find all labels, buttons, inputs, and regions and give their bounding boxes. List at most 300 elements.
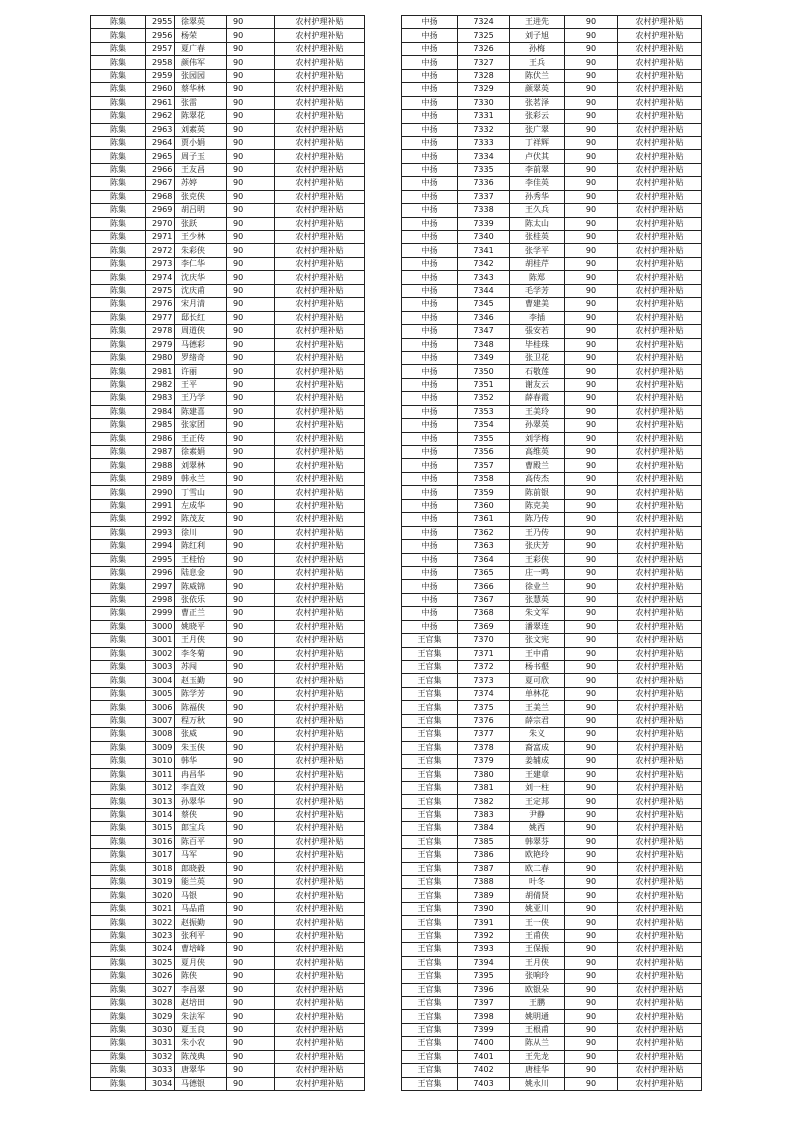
town-cell: 陈集 <box>91 741 146 754</box>
town-cell: 王官集 <box>402 1050 458 1063</box>
subsidy-type-cell: 农村护理补贴 <box>275 983 365 996</box>
subsidy-type-cell: 农村护理补贴 <box>618 566 702 579</box>
name-cell: 冉昌华 <box>175 768 227 781</box>
subsidy-type-cell: 农村护理补贴 <box>618 472 702 485</box>
amount-cell: 90 <box>565 876 618 889</box>
name-cell: 王定邦 <box>510 795 565 808</box>
name-cell: 王根甫 <box>510 1023 565 1036</box>
name-cell: 欧艳玲 <box>510 849 565 862</box>
subsidy-type-cell: 农村护理补贴 <box>618 781 702 794</box>
amount-cell: 90 <box>227 956 275 969</box>
town-cell: 王官集 <box>402 970 458 983</box>
subsidy-type-cell: 农村护理补贴 <box>618 634 702 647</box>
town-cell: 陈集 <box>91 607 146 620</box>
town-cell: 陈集 <box>91 876 146 889</box>
town-cell: 中扬 <box>402 136 458 149</box>
subsidy-type-cell: 农村护理补贴 <box>618 217 702 230</box>
table-row <box>91 647 365 660</box>
subsidy-type-cell: 农村护理补贴 <box>618 56 702 69</box>
town-cell: 王官集 <box>402 674 458 687</box>
serial-number-cell: 3020 <box>146 889 175 902</box>
town-cell: 陈集 <box>91 526 146 539</box>
town-cell: 王官集 <box>402 781 458 794</box>
table-row <box>402 1037 702 1050</box>
amount-cell: 90 <box>565 1037 618 1050</box>
serial-number-cell: 3005 <box>146 687 175 700</box>
serial-number-cell: 2959 <box>146 69 175 82</box>
subsidy-type-cell: 农村护理补贴 <box>618 311 702 324</box>
amount-cell: 90 <box>227 123 275 136</box>
name-cell: 孙秀华 <box>510 190 565 203</box>
subsidy-type-cell: 农村护理补贴 <box>275 526 365 539</box>
name-cell: 刘翠林 <box>175 459 227 472</box>
serial-number-cell: 2987 <box>146 446 175 459</box>
name-cell: 高维英 <box>510 446 565 459</box>
town-cell: 陈集 <box>91 96 146 109</box>
name-cell: 陈乃传 <box>510 513 565 526</box>
table-row <box>402 876 702 889</box>
subsidy-type-cell: 农村护理补贴 <box>275 728 365 741</box>
amount-cell: 90 <box>565 728 618 741</box>
serial-number-cell: 2963 <box>146 123 175 136</box>
table-row <box>402 378 702 391</box>
town-cell: 陈集 <box>91 513 146 526</box>
subsidy-type-cell: 农村护理补贴 <box>618 956 702 969</box>
table-row <box>402 419 702 432</box>
amount-cell: 90 <box>565 808 618 821</box>
amount-cell: 90 <box>565 701 618 714</box>
town-cell: 陈集 <box>91 459 146 472</box>
table-row <box>91 351 365 364</box>
town-cell: 陈集 <box>91 1050 146 1063</box>
serial-number-cell: 2997 <box>146 580 175 593</box>
amount-cell: 90 <box>227 163 275 176</box>
serial-number-cell: 7376 <box>458 714 510 727</box>
table-row <box>91 271 365 284</box>
amount-cell: 90 <box>565 244 618 257</box>
table-row <box>91 876 365 889</box>
town-cell: 中扬 <box>402 432 458 445</box>
town-cell: 陈集 <box>91 755 146 768</box>
table-row <box>91 16 365 29</box>
subsidy-type-cell: 农村护理补贴 <box>275 553 365 566</box>
amount-cell: 90 <box>227 835 275 848</box>
name-cell: 张彩云 <box>510 110 565 123</box>
name-cell: 王正传 <box>175 432 227 445</box>
table-row <box>91 741 365 754</box>
serial-number-cell: 2976 <box>146 298 175 311</box>
town-cell: 中扬 <box>402 231 458 244</box>
serial-number-cell: 2981 <box>146 365 175 378</box>
town-cell: 中扬 <box>402 405 458 418</box>
serial-number-cell: 2973 <box>146 257 175 270</box>
table-row <box>402 472 702 485</box>
amount-cell: 90 <box>227 593 275 606</box>
table-row <box>402 163 702 176</box>
serial-number-cell: 7325 <box>458 29 510 42</box>
amount-cell: 90 <box>565 661 618 674</box>
table-row <box>91 110 365 123</box>
serial-number-cell: 2955 <box>146 16 175 29</box>
name-cell: 刘一柱 <box>510 781 565 794</box>
subsidy-type-cell: 农村护理补贴 <box>618 42 702 55</box>
table-row <box>402 795 702 808</box>
name-cell: 曹建美 <box>510 298 565 311</box>
table-row <box>91 849 365 862</box>
name-cell: 马军 <box>175 849 227 862</box>
subsidy-type-cell: 农村护理补贴 <box>275 16 365 29</box>
subsidy-type-cell: 农村护理补贴 <box>618 432 702 445</box>
amount-cell: 90 <box>565 889 618 902</box>
table-row <box>402 634 702 647</box>
name-cell: 陈翠花 <box>175 110 227 123</box>
name-cell: 陆息金 <box>175 566 227 579</box>
amount-cell: 90 <box>565 392 618 405</box>
name-cell: 姚永川 <box>510 1077 565 1090</box>
name-cell: 单林花 <box>510 687 565 700</box>
amount-cell: 90 <box>565 472 618 485</box>
table-row <box>402 432 702 445</box>
table-row <box>402 486 702 499</box>
amount-cell: 90 <box>227 190 275 203</box>
name-cell: 陈郑 <box>510 271 565 284</box>
town-cell: 中扬 <box>402 311 458 324</box>
table-row <box>91 459 365 472</box>
subsidy-type-cell: 农村护理补贴 <box>275 190 365 203</box>
subsidy-type-cell: 农村护理补贴 <box>618 889 702 902</box>
serial-number-cell: 7339 <box>458 217 510 230</box>
serial-number-cell: 2988 <box>146 459 175 472</box>
serial-number-cell: 2962 <box>146 110 175 123</box>
serial-number-cell: 7332 <box>458 123 510 136</box>
town-cell: 王官集 <box>402 1064 458 1077</box>
name-cell: 邸长红 <box>175 311 227 324</box>
name-cell: 赵玉勤 <box>175 674 227 687</box>
serial-number-cell: 7377 <box>458 728 510 741</box>
amount-cell: 90 <box>227 29 275 42</box>
subsidy-type-cell: 农村护理补贴 <box>618 513 702 526</box>
table-row <box>402 714 702 727</box>
serial-number-cell: 2991 <box>146 499 175 512</box>
subsidy-type-cell: 农村护理补贴 <box>275 755 365 768</box>
serial-number-cell: 7373 <box>458 674 510 687</box>
table-row <box>402 351 702 364</box>
name-cell: 李直效 <box>175 781 227 794</box>
name-cell: 庄一鸣 <box>510 566 565 579</box>
town-cell: 陈集 <box>91 123 146 136</box>
name-cell: 张克侠 <box>175 190 227 203</box>
town-cell: 中扬 <box>402 607 458 620</box>
name-cell: 胡桂芹 <box>510 257 565 270</box>
name-cell: 王月侠 <box>175 634 227 647</box>
subsidy-type-cell: 农村护理补贴 <box>275 835 365 848</box>
name-cell: 左成华 <box>175 499 227 512</box>
table-row <box>402 365 702 378</box>
amount-cell: 90 <box>565 110 618 123</box>
name-cell: 张威 <box>175 728 227 741</box>
name-cell: 陈伏兰 <box>510 69 565 82</box>
name-cell: 曹殿兰 <box>510 459 565 472</box>
subsidy-type-cell: 农村护理补贴 <box>618 392 702 405</box>
table-row <box>402 996 702 1009</box>
subsidy-type-cell: 农村护理补贴 <box>275 889 365 902</box>
subsidy-type-cell: 农村护理补贴 <box>275 701 365 714</box>
subsidy-type-cell: 农村护理补贴 <box>618 29 702 42</box>
table-row <box>402 956 702 969</box>
serial-number-cell: 7328 <box>458 69 510 82</box>
town-cell: 陈集 <box>91 150 146 163</box>
serial-number-cell: 7388 <box>458 876 510 889</box>
serial-number-cell: 7380 <box>458 768 510 781</box>
serial-number-cell: 3024 <box>146 943 175 956</box>
subsidy-type-cell: 农村护理补贴 <box>275 257 365 270</box>
subsidy-type-cell: 农村护理补贴 <box>618 351 702 364</box>
name-cell: 王建章 <box>510 768 565 781</box>
serial-number-cell: 2970 <box>146 217 175 230</box>
serial-number-cell: 2975 <box>146 284 175 297</box>
table-row <box>402 1077 702 1090</box>
amount-cell: 90 <box>565 365 618 378</box>
name-cell: 胡吕明 <box>175 204 227 217</box>
town-cell: 陈集 <box>91 1037 146 1050</box>
table-row <box>402 822 702 835</box>
serial-number-cell: 7383 <box>458 808 510 821</box>
table-row <box>402 781 702 794</box>
name-cell: 姜辅成 <box>510 755 565 768</box>
table-row <box>402 808 702 821</box>
town-cell: 王官集 <box>402 701 458 714</box>
amount-cell: 90 <box>565 83 618 96</box>
subsidy-type-cell: 农村护理补贴 <box>618 701 702 714</box>
serial-number-cell: 7392 <box>458 929 510 942</box>
serial-number-cell: 3030 <box>146 1023 175 1036</box>
serial-number-cell: 2966 <box>146 163 175 176</box>
serial-number-cell: 7384 <box>458 822 510 835</box>
amount-cell: 90 <box>565 56 618 69</box>
name-cell: 欧二春 <box>510 862 565 875</box>
amount-cell: 90 <box>565 795 618 808</box>
serial-number-cell: 2980 <box>146 351 175 364</box>
table-row <box>91 204 365 217</box>
serial-number-cell: 2967 <box>146 177 175 190</box>
town-cell: 陈集 <box>91 365 146 378</box>
name-cell: 陈茂友 <box>175 513 227 526</box>
name-cell: 薛宗君 <box>510 714 565 727</box>
name-cell: 徐翠英 <box>175 16 227 29</box>
subsidy-type-cell: 农村护理补贴 <box>618 996 702 1009</box>
town-cell: 陈集 <box>91 56 146 69</box>
subsidy-type-cell: 农村护理补贴 <box>275 566 365 579</box>
subsidy-type-cell: 农村护理补贴 <box>275 593 365 606</box>
subsidy-type-cell: 农村护理补贴 <box>618 795 702 808</box>
amount-cell: 90 <box>227 741 275 754</box>
subsidy-type-cell: 农村护理补贴 <box>275 607 365 620</box>
subsidy-type-cell: 农村护理补贴 <box>618 378 702 391</box>
table-row <box>91 486 365 499</box>
subsidy-type-cell: 农村护理补贴 <box>275 432 365 445</box>
serial-number-cell: 2984 <box>146 405 175 418</box>
town-cell: 陈集 <box>91 1064 146 1077</box>
town-cell: 陈集 <box>91 862 146 875</box>
name-cell: 唐翠华 <box>175 1064 227 1077</box>
name-cell: 韩永兰 <box>175 472 227 485</box>
town-cell: 中扬 <box>402 325 458 338</box>
amount-cell: 90 <box>227 566 275 579</box>
name-cell: 张卫花 <box>510 351 565 364</box>
name-cell: 张雷 <box>175 96 227 109</box>
serial-number-cell: 7324 <box>458 16 510 29</box>
amount-cell: 90 <box>227 472 275 485</box>
table-row <box>91 916 365 929</box>
amount-cell: 90 <box>227 110 275 123</box>
subsidy-type-cell: 农村护理补贴 <box>275 714 365 727</box>
name-cell: 朱义 <box>510 728 565 741</box>
amount-cell: 90 <box>227 902 275 915</box>
subsidy-type-cell: 农村护理补贴 <box>618 580 702 593</box>
name-cell: 赵振勤 <box>175 916 227 929</box>
table-row <box>91 257 365 270</box>
serial-number-cell: 7378 <box>458 741 510 754</box>
right-table-body <box>402 16 702 1091</box>
serial-number-cell: 3026 <box>146 970 175 983</box>
amount-cell: 90 <box>227 365 275 378</box>
town-cell: 中扬 <box>402 190 458 203</box>
name-cell: 王一侠 <box>510 916 565 929</box>
name-cell: 王进先 <box>510 16 565 29</box>
subsidy-type-cell: 农村护理补贴 <box>618 768 702 781</box>
amount-cell: 90 <box>565 351 618 364</box>
serial-number-cell: 7395 <box>458 970 510 983</box>
table-row <box>402 849 702 862</box>
name-cell: 王桂怡 <box>175 553 227 566</box>
table-row <box>91 217 365 230</box>
amount-cell: 90 <box>227 325 275 338</box>
subsidy-type-cell: 农村护理补贴 <box>618 661 702 674</box>
name-cell: 苏闯 <box>175 661 227 674</box>
subsidy-type-cell: 农村护理补贴 <box>618 647 702 660</box>
town-cell: 中扬 <box>402 83 458 96</box>
name-cell: 张广翠 <box>510 123 565 136</box>
table-row <box>402 513 702 526</box>
table-row <box>402 16 702 29</box>
town-cell: 陈集 <box>91 916 146 929</box>
amount-cell: 90 <box>565 755 618 768</box>
serial-number-cell: 7398 <box>458 1010 510 1023</box>
serial-number-cell: 7357 <box>458 459 510 472</box>
amount-cell: 90 <box>227 150 275 163</box>
town-cell: 陈集 <box>91 956 146 969</box>
subsidy-type-cell: 农村护理补贴 <box>275 419 365 432</box>
town-cell: 中扬 <box>402 526 458 539</box>
amount-cell: 90 <box>227 351 275 364</box>
name-cell: 王先龙 <box>510 1050 565 1063</box>
town-cell: 王官集 <box>402 661 458 674</box>
subsidy-type-cell: 农村护理补贴 <box>618 69 702 82</box>
name-cell: 苏婷 <box>175 177 227 190</box>
name-cell: 韩翠芬 <box>510 835 565 848</box>
amount-cell: 90 <box>565 513 618 526</box>
amount-cell: 90 <box>565 1064 618 1077</box>
town-cell: 中扬 <box>402 446 458 459</box>
name-cell: 陈红利 <box>175 540 227 553</box>
town-cell: 王官集 <box>402 728 458 741</box>
amount-cell: 90 <box>565 16 618 29</box>
serial-number-cell: 7352 <box>458 392 510 405</box>
town-cell: 中扬 <box>402 486 458 499</box>
amount-cell: 90 <box>565 204 618 217</box>
subsidy-type-cell: 农村护理补贴 <box>275 876 365 889</box>
table-row <box>402 1023 702 1036</box>
serial-number-cell: 3015 <box>146 822 175 835</box>
amount-cell: 90 <box>565 929 618 942</box>
amount-cell: 90 <box>565 123 618 136</box>
serial-number-cell: 3010 <box>146 755 175 768</box>
name-cell: 卢伏其 <box>510 150 565 163</box>
table-row <box>91 42 365 55</box>
town-cell: 中扬 <box>402 150 458 163</box>
serial-number-cell: 3006 <box>146 701 175 714</box>
town-cell: 陈集 <box>91 432 146 445</box>
name-cell: 唐桂华 <box>510 1064 565 1077</box>
serial-number-cell: 7337 <box>458 190 510 203</box>
amount-cell: 90 <box>227 849 275 862</box>
town-cell: 陈集 <box>91 795 146 808</box>
serial-number-cell: 3007 <box>146 714 175 727</box>
town-cell: 王官集 <box>402 983 458 996</box>
name-cell: 张茗泽 <box>510 96 565 109</box>
amount-cell: 90 <box>227 701 275 714</box>
table-row <box>91 701 365 714</box>
name-cell: 颜翠英 <box>510 83 565 96</box>
subsidy-type-cell: 农村护理补贴 <box>618 96 702 109</box>
serial-number-cell: 3018 <box>146 862 175 875</box>
table-row <box>402 728 702 741</box>
name-cell: 曹培峰 <box>175 943 227 956</box>
amount-cell: 90 <box>565 647 618 660</box>
serial-number-cell: 7354 <box>458 419 510 432</box>
town-cell: 陈集 <box>91 177 146 190</box>
town-cell: 陈集 <box>91 231 146 244</box>
name-cell: 张桂英 <box>510 231 565 244</box>
subsidy-type-cell: 农村护理补贴 <box>275 446 365 459</box>
name-cell: 裔富成 <box>510 741 565 754</box>
town-cell: 陈集 <box>91 392 146 405</box>
town-cell: 陈集 <box>91 244 146 257</box>
serial-number-cell: 3029 <box>146 1010 175 1023</box>
amount-cell: 90 <box>565 781 618 794</box>
serial-number-cell: 3023 <box>146 929 175 942</box>
amount-cell: 90 <box>227 983 275 996</box>
table-row <box>402 392 702 405</box>
town-cell: 王官集 <box>402 755 458 768</box>
subsidy-type-cell: 农村护理补贴 <box>618 204 702 217</box>
town-cell: 陈集 <box>91 42 146 55</box>
table-row <box>91 365 365 378</box>
serial-number-cell: 2960 <box>146 83 175 96</box>
subsidy-type-cell: 农村护理补贴 <box>275 150 365 163</box>
serial-number-cell: 7361 <box>458 513 510 526</box>
town-cell: 中扬 <box>402 217 458 230</box>
town-cell: 中扬 <box>402 42 458 55</box>
table-row <box>91 150 365 163</box>
subsidy-type-cell: 农村护理补贴 <box>618 929 702 942</box>
town-cell: 中扬 <box>402 16 458 29</box>
table-row <box>91 1050 365 1063</box>
town-cell: 王官集 <box>402 943 458 956</box>
town-cell: 中扬 <box>402 244 458 257</box>
subsidy-type-cell: 农村护理补贴 <box>618 405 702 418</box>
town-cell: 陈集 <box>91 889 146 902</box>
